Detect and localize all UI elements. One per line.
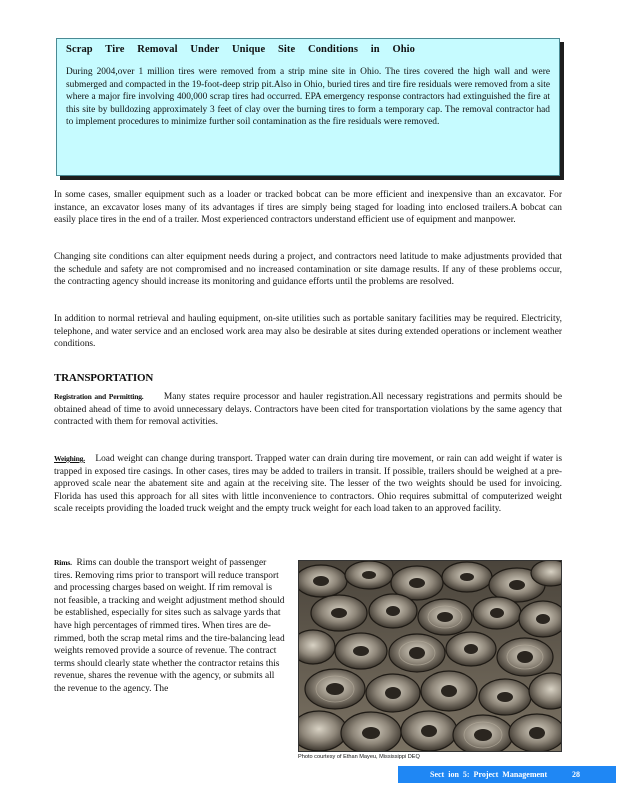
weighing-text: Load weight can change during transport. Trapped water can drain during tire movement, or rain can add weight if water is trapped in exposed tire casings. In other cases, tires may be added to trailers in transit. If possible, trailers should be weighed at a pre-approved scale near the abatement site and again at the receiving site. The lesser of the two weights should be used for invoicing. Florida has used this approach for all sites with little inconvenience to contractors. Ohio requires submittal of computerized weight scale receipts providing the loaded truck weight and the empty truck weight for each load taken to an approved facility. bbox=[54, 454, 563, 515]
paragraph-site-conditions: Changing site conditions can alter equipment needs during a project, and contractors need latitude to make adjustments provided that the schedule and safety are not compromised and no increased contamination or site damage results. If any of these problems occur, the contracting agency should increase its monitoring and guidance efforts until the problems are resolved. bbox=[54, 252, 562, 288]
scrap-rims-image bbox=[299, 561, 561, 751]
callout-title: Scrap Tire Removal Under Unique Site Conditions in Ohio bbox=[66, 44, 416, 55]
registration-text: Many states require processor and hauler registration.All necessary registrations and permits should be obtained ahead of time to avoid unnecessary delays. Contractors have been cited for transportation violations by the same agency that contracted with them for removal activities. bbox=[54, 392, 562, 428]
paragraph-registration bbox=[54, 391, 562, 429]
rims-run-in-heading: Rims. bbox=[54, 558, 72, 567]
registration-run-in-heading: Registration and Permitting. bbox=[54, 392, 144, 401]
paragraph-rims bbox=[54, 557, 286, 696]
photo-caption: Photo courtesy of Ethan Mayeu, Mississippi DEQ bbox=[298, 754, 420, 760]
paragraph-utilities: In addition to normal retrieval and hauling equipment, on-site utilities such as portable sanitary facilities may be required. Electricity, telephone, and water service and an enclosed work area may also be desirable at sites during extended operations or inclement weather conditions. bbox=[54, 314, 562, 350]
footer-section-label: Sect ion 5: Project Management bbox=[430, 770, 548, 779]
rims-text: Rims can double the transport weight of passenger tires. Removing rims prior to transport will reduce transport and processing charges based on weight. If rim removal is not feasible, a tracking and weight adjustment method should be established, especially for sites such as salvage yards that have high percentages of rimmed tires. When tires are de-rimmed, both the scrap metal rims and the tire-balancing lead weights removed provide a source of revenue. The contract terms should clearly state whether the contractor retains this revenue, shares the revenue with the agency, or submits all the revenue to the agency. The bbox=[54, 558, 285, 694]
case-study-callout bbox=[56, 38, 560, 176]
transportation-heading: TRANSPORTATION bbox=[54, 372, 154, 384]
page-footer bbox=[398, 766, 616, 783]
weighing-run-in-heading: Weighing. bbox=[54, 454, 85, 463]
paragraph-weighing bbox=[54, 453, 562, 516]
scrap-rims-photo bbox=[298, 560, 562, 752]
page-number: 28 bbox=[572, 770, 580, 779]
callout-body: During 2004,over 1 million tires were removed from a strip mine site in Ohio. The tires covered the high wall and were submerged and compacted in the 19-foot-deep strip pit.Also in Ohio, buried tires and tire fire residuals were removed from a site where a major fire involving 400,000 scrap tires had occurred. EPA emergency response contractors had extinguished the fire at this site by bulldozing approximately 3 feet of clay over the burning tires to form a temporary cap. The removal contractor had to implement procedures to minimize further soil contamination as the fire residuals were removed. bbox=[66, 67, 550, 128]
paragraph-equipment: In some cases, smaller equipment such as a loader or tracked bobcat can be more efficient and inexpensive than an excavator. For instance, an excavator loses many of its advantages if tires are simply being staged for loading into enclosed trailers.A bobcat can easily place tires in the end of a trailer. Most experienced contractors understand efficient use of equipment and manpower. bbox=[54, 190, 562, 226]
